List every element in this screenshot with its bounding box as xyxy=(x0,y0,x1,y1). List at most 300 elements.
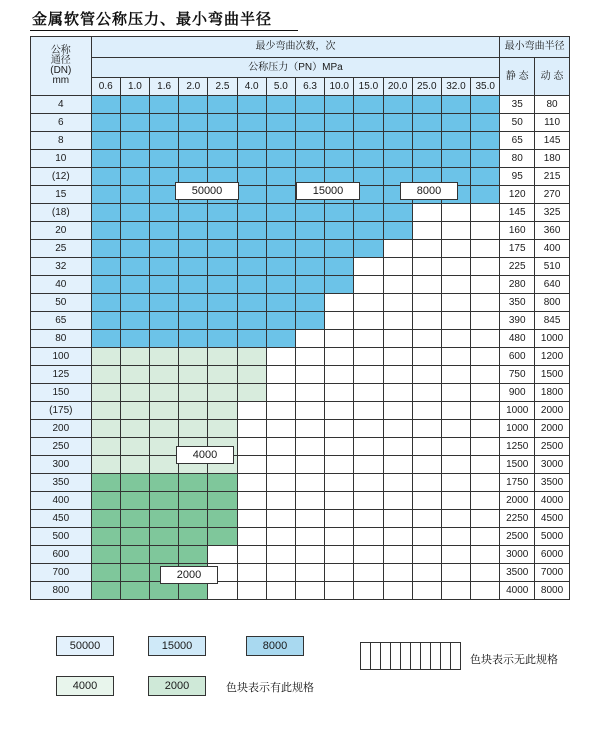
cell-r15-c10 xyxy=(383,366,412,384)
legend-box-50000: 50000 xyxy=(56,636,114,656)
cell-r9-c0 xyxy=(91,258,120,276)
cell-r1-c10 xyxy=(383,114,412,132)
radius-static-value: 95 xyxy=(500,168,535,186)
cell-r4-c0 xyxy=(91,168,120,186)
cell-r19-c1 xyxy=(120,438,149,456)
cell-r7-c10 xyxy=(383,222,412,240)
cell-r11-c5 xyxy=(237,294,266,312)
cell-r1-c12 xyxy=(441,114,470,132)
cell-r27-c4 xyxy=(208,582,237,600)
cell-r12-c0 xyxy=(91,312,120,330)
cell-r17-c1 xyxy=(120,402,149,420)
pn-value-9: 15.0 xyxy=(354,78,383,96)
callout-15000: 15000 xyxy=(296,182,360,200)
cell-r6-c1 xyxy=(120,204,149,222)
cell-r20-c7 xyxy=(295,456,324,474)
pn-value-6: 5.0 xyxy=(266,78,295,96)
cell-r1-c5 xyxy=(237,114,266,132)
cell-r18-c1 xyxy=(120,420,149,438)
cell-r6-c4 xyxy=(208,204,237,222)
cell-r11-c13 xyxy=(471,294,500,312)
cell-r5-c5 xyxy=(237,186,266,204)
cell-r10-c6 xyxy=(266,276,295,294)
cell-r26-c0 xyxy=(91,564,120,582)
pn-value-10: 20.0 xyxy=(383,78,412,96)
table-row xyxy=(31,510,570,528)
cell-r10-c8 xyxy=(325,276,354,294)
cell-r7-c3 xyxy=(179,222,208,240)
cell-r9-c10 xyxy=(383,258,412,276)
radius-dynamic-value: 325 xyxy=(535,204,570,222)
cell-r8-c7 xyxy=(295,240,324,258)
radius-dynamic-value: 180 xyxy=(535,150,570,168)
cell-r15-c3 xyxy=(179,366,208,384)
cell-r8-c5 xyxy=(237,240,266,258)
cell-r12-c6 xyxy=(266,312,295,330)
dn-value: 700 xyxy=(31,564,92,582)
cell-r7-c2 xyxy=(150,222,179,240)
cell-r24-c9 xyxy=(354,528,383,546)
pn-value-4: 2.5 xyxy=(208,78,237,96)
cell-r7-c6 xyxy=(266,222,295,240)
cell-r19-c9 xyxy=(354,438,383,456)
cell-r22-c5 xyxy=(237,492,266,510)
radius-static-value: 3500 xyxy=(500,564,535,582)
cell-r12-c3 xyxy=(179,312,208,330)
swatch-cell xyxy=(391,643,401,670)
table-header-row-3 xyxy=(31,78,570,96)
cell-r17-c3 xyxy=(179,402,208,420)
pn-value-11: 25.0 xyxy=(412,78,441,96)
legend-note-white: 色块表示无此规格 xyxy=(470,654,558,666)
cell-r19-c8 xyxy=(325,438,354,456)
cell-r12-c12 xyxy=(441,312,470,330)
cell-r24-c1 xyxy=(120,528,149,546)
cell-r20-c10 xyxy=(383,456,412,474)
cell-r26-c5 xyxy=(237,564,266,582)
cell-r6-c2 xyxy=(150,204,179,222)
cell-r3-c7 xyxy=(295,150,324,168)
cell-r24-c3 xyxy=(179,528,208,546)
cell-r15-c0 xyxy=(91,366,120,384)
cell-r13-c5 xyxy=(237,330,266,348)
cell-r18-c0 xyxy=(91,420,120,438)
cell-r10-c7 xyxy=(295,276,324,294)
cell-r18-c2 xyxy=(150,420,179,438)
cell-r0-c4 xyxy=(208,96,237,114)
cell-r17-c12 xyxy=(441,402,470,420)
cell-r18-c11 xyxy=(412,420,441,438)
cell-r16-c1 xyxy=(120,384,149,402)
cell-r0-c3 xyxy=(179,96,208,114)
cell-r23-c10 xyxy=(383,510,412,528)
cell-r19-c7 xyxy=(295,438,324,456)
cell-r17-c2 xyxy=(150,402,179,420)
table-row xyxy=(31,276,570,294)
cell-r24-c13 xyxy=(471,528,500,546)
cell-r27-c0 xyxy=(91,582,120,600)
cell-r17-c4 xyxy=(208,402,237,420)
cell-r21-c0 xyxy=(91,474,120,492)
cell-r15-c4 xyxy=(208,366,237,384)
cell-r18-c6 xyxy=(266,420,295,438)
cell-r1-c2 xyxy=(150,114,179,132)
cell-r14-c8 xyxy=(325,348,354,366)
cell-r25-c2 xyxy=(150,546,179,564)
pn-value-5: 4.0 xyxy=(237,78,266,96)
radius-dynamic-header: 动 态 xyxy=(535,58,570,96)
callout-2000: 2000 xyxy=(160,566,218,584)
cell-r10-c5 xyxy=(237,276,266,294)
dn-value: 150 xyxy=(31,384,92,402)
radius-dynamic-value: 4000 xyxy=(535,492,570,510)
cell-r22-c10 xyxy=(383,492,412,510)
cell-r27-c1 xyxy=(120,582,149,600)
cell-r7-c11 xyxy=(412,222,441,240)
cell-r12-c8 xyxy=(325,312,354,330)
cell-r25-c1 xyxy=(120,546,149,564)
radius-static-value: 750 xyxy=(500,366,535,384)
cell-r15-c8 xyxy=(325,366,354,384)
pn-value-7: 6.3 xyxy=(295,78,324,96)
cell-r7-c9 xyxy=(354,222,383,240)
radius-dynamic-value: 270 xyxy=(535,186,570,204)
cell-r11-c9 xyxy=(354,294,383,312)
cell-r10-c10 xyxy=(383,276,412,294)
cell-r7-c1 xyxy=(120,222,149,240)
cell-r0-c6 xyxy=(266,96,295,114)
radius-static-value: 2000 xyxy=(500,492,535,510)
radius-static-value: 390 xyxy=(500,312,535,330)
cell-r25-c9 xyxy=(354,546,383,564)
cell-r24-c10 xyxy=(383,528,412,546)
radius-static-value: 2250 xyxy=(500,510,535,528)
spec-table xyxy=(30,36,570,600)
cell-r22-c4 xyxy=(208,492,237,510)
cell-r26-c10 xyxy=(383,564,412,582)
cell-r21-c7 xyxy=(295,474,324,492)
cell-r0-c10 xyxy=(383,96,412,114)
cell-r15-c6 xyxy=(266,366,295,384)
radius-static-header: 静 态 xyxy=(500,58,535,96)
cell-r10-c2 xyxy=(150,276,179,294)
cell-r14-c0 xyxy=(91,348,120,366)
cell-r9-c4 xyxy=(208,258,237,276)
cell-r26-c1 xyxy=(120,564,149,582)
cell-r11-c6 xyxy=(266,294,295,312)
cell-r22-c8 xyxy=(325,492,354,510)
cell-r27-c7 xyxy=(295,582,324,600)
dn-value: (12) xyxy=(31,168,92,186)
cell-r25-c8 xyxy=(325,546,354,564)
pn-value-8: 10.0 xyxy=(325,78,354,96)
cell-r13-c11 xyxy=(412,330,441,348)
cell-r25-c4 xyxy=(208,546,237,564)
radius-static-value: 3000 xyxy=(500,546,535,564)
cell-r11-c11 xyxy=(412,294,441,312)
cell-r8-c8 xyxy=(325,240,354,258)
cell-r14-c2 xyxy=(150,348,179,366)
cell-r3-c9 xyxy=(354,150,383,168)
cell-r10-c12 xyxy=(441,276,470,294)
cell-r19-c6 xyxy=(266,438,295,456)
cell-r23-c4 xyxy=(208,510,237,528)
cell-r23-c3 xyxy=(179,510,208,528)
cell-r23-c13 xyxy=(471,510,500,528)
table-row xyxy=(31,474,570,492)
cell-r3-c3 xyxy=(179,150,208,168)
pn-value-13: 35.0 xyxy=(471,78,500,96)
spec-table-wrap xyxy=(30,36,570,600)
cell-r18-c4 xyxy=(208,420,237,438)
cell-r27-c9 xyxy=(354,582,383,600)
cell-r18-c9 xyxy=(354,420,383,438)
cell-r19-c10 xyxy=(383,438,412,456)
radius-dynamic-value: 1000 xyxy=(535,330,570,348)
cell-r6-c6 xyxy=(266,204,295,222)
cell-r24-c7 xyxy=(295,528,324,546)
cell-r8-c2 xyxy=(150,240,179,258)
cell-r12-c2 xyxy=(150,312,179,330)
cell-r19-c5 xyxy=(237,438,266,456)
cell-r27-c8 xyxy=(325,582,354,600)
dn-header-line-1: 通径 xyxy=(50,55,71,66)
cell-r6-c0 xyxy=(91,204,120,222)
cell-r0-c9 xyxy=(354,96,383,114)
cell-r1-c6 xyxy=(266,114,295,132)
cell-r17-c9 xyxy=(354,402,383,420)
dn-value: 100 xyxy=(31,348,92,366)
cell-r4-c1 xyxy=(120,168,149,186)
radius-header: 最小弯曲半径 xyxy=(500,37,570,58)
cell-r13-c6 xyxy=(266,330,295,348)
cell-r14-c12 xyxy=(441,348,470,366)
radius-dynamic-value: 8000 xyxy=(535,582,570,600)
legend-box-2000: 2000 xyxy=(148,676,206,696)
cell-r26-c9 xyxy=(354,564,383,582)
cell-r20-c11 xyxy=(412,456,441,474)
radius-dynamic-value: 3500 xyxy=(535,474,570,492)
cell-r19-c11 xyxy=(412,438,441,456)
cell-r3-c6 xyxy=(266,150,295,168)
cell-r27-c3 xyxy=(179,582,208,600)
cell-r25-c3 xyxy=(179,546,208,564)
cell-r12-c7 xyxy=(295,312,324,330)
cell-r25-c13 xyxy=(471,546,500,564)
table-row xyxy=(31,492,570,510)
table-row xyxy=(31,366,570,384)
cell-r21-c10 xyxy=(383,474,412,492)
cell-r23-c8 xyxy=(325,510,354,528)
cell-r9-c9 xyxy=(354,258,383,276)
cell-r13-c2 xyxy=(150,330,179,348)
cell-r11-c3 xyxy=(179,294,208,312)
cell-r22-c7 xyxy=(295,492,324,510)
cell-r12-c13 xyxy=(471,312,500,330)
table-row xyxy=(31,402,570,420)
radius-dynamic-value: 845 xyxy=(535,312,570,330)
cell-r20-c0 xyxy=(91,456,120,474)
dn-header-cell xyxy=(31,37,92,96)
cell-r7-c13 xyxy=(471,222,500,240)
cell-r4-c5 xyxy=(237,168,266,186)
cell-r23-c5 xyxy=(237,510,266,528)
cell-r16-c10 xyxy=(383,384,412,402)
cell-r5-c13 xyxy=(471,186,500,204)
cell-r17-c13 xyxy=(471,402,500,420)
cell-r21-c5 xyxy=(237,474,266,492)
cell-r25-c11 xyxy=(412,546,441,564)
cell-r15-c9 xyxy=(354,366,383,384)
cell-r27-c2 xyxy=(150,582,179,600)
radius-dynamic-value: 110 xyxy=(535,114,570,132)
dn-value: 4 xyxy=(31,96,92,114)
cell-r4-c6 xyxy=(266,168,295,186)
cell-r0-c11 xyxy=(412,96,441,114)
cell-r9-c3 xyxy=(179,258,208,276)
table-row xyxy=(31,330,570,348)
table-row xyxy=(31,312,570,330)
cell-r15-c2 xyxy=(150,366,179,384)
cell-r8-c1 xyxy=(120,240,149,258)
cell-r3-c8 xyxy=(325,150,354,168)
cell-r20-c8 xyxy=(325,456,354,474)
cell-r0-c8 xyxy=(325,96,354,114)
radius-dynamic-value: 3000 xyxy=(535,456,570,474)
cell-r22-c13 xyxy=(471,492,500,510)
radius-dynamic-value: 215 xyxy=(535,168,570,186)
cell-r25-c10 xyxy=(383,546,412,564)
pn-header: 公称压力（PN）MPa xyxy=(91,58,500,78)
swatch-cell xyxy=(451,643,461,670)
cell-r1-c9 xyxy=(354,114,383,132)
cell-r8-c0 xyxy=(91,240,120,258)
callout-50000: 50000 xyxy=(175,182,239,200)
cell-r21-c2 xyxy=(150,474,179,492)
dn-value: 300 xyxy=(31,456,92,474)
cell-r9-c12 xyxy=(441,258,470,276)
cell-r16-c11 xyxy=(412,384,441,402)
cell-r14-c13 xyxy=(471,348,500,366)
cell-r13-c10 xyxy=(383,330,412,348)
cell-r9-c1 xyxy=(120,258,149,276)
cell-r20-c9 xyxy=(354,456,383,474)
cell-r17-c10 xyxy=(383,402,412,420)
cell-r18-c12 xyxy=(441,420,470,438)
cell-r2-c8 xyxy=(325,132,354,150)
radius-dynamic-value: 7000 xyxy=(535,564,570,582)
cell-r2-c9 xyxy=(354,132,383,150)
cell-r7-c12 xyxy=(441,222,470,240)
cell-r26-c8 xyxy=(325,564,354,582)
cell-r23-c2 xyxy=(150,510,179,528)
cell-r9-c7 xyxy=(295,258,324,276)
cell-r13-c13 xyxy=(471,330,500,348)
cell-r11-c12 xyxy=(441,294,470,312)
radius-static-value: 160 xyxy=(500,222,535,240)
legend-note-color: 色块表示有此规格 xyxy=(226,682,314,694)
legend-box-15000: 15000 xyxy=(148,636,206,656)
cell-r2-c11 xyxy=(412,132,441,150)
cell-r16-c2 xyxy=(150,384,179,402)
cell-r13-c1 xyxy=(120,330,149,348)
radius-dynamic-value: 1800 xyxy=(535,384,570,402)
cell-r18-c5 xyxy=(237,420,266,438)
table-row xyxy=(31,420,570,438)
pn-value-12: 32.0 xyxy=(441,78,470,96)
table-row xyxy=(31,564,570,582)
dn-value: (18) xyxy=(31,204,92,222)
cell-r13-c7 xyxy=(295,330,324,348)
cell-r13-c12 xyxy=(441,330,470,348)
cell-r0-c12 xyxy=(441,96,470,114)
radius-static-value: 480 xyxy=(500,330,535,348)
cell-r7-c4 xyxy=(208,222,237,240)
cell-r21-c13 xyxy=(471,474,500,492)
dn-value: 800 xyxy=(31,582,92,600)
callout-4000: 4000 xyxy=(176,446,234,464)
cell-r23-c0 xyxy=(91,510,120,528)
cell-r12-c11 xyxy=(412,312,441,330)
cell-r13-c8 xyxy=(325,330,354,348)
table-row xyxy=(31,384,570,402)
cell-r6-c13 xyxy=(471,204,500,222)
cell-r0-c0 xyxy=(91,96,120,114)
dn-value: 450 xyxy=(31,510,92,528)
radius-static-value: 35 xyxy=(500,96,535,114)
page-title: 金属软管公称压力、最小弯曲半径 xyxy=(32,12,273,28)
table-row xyxy=(31,528,570,546)
swatch-cell xyxy=(381,643,391,670)
cell-r2-c12 xyxy=(441,132,470,150)
cell-r8-c13 xyxy=(471,240,500,258)
cell-r9-c5 xyxy=(237,258,266,276)
cell-r6-c10 xyxy=(383,204,412,222)
swatch-cell xyxy=(361,643,371,670)
cell-r21-c4 xyxy=(208,474,237,492)
cell-r22-c9 xyxy=(354,492,383,510)
cell-r21-c8 xyxy=(325,474,354,492)
cell-r18-c13 xyxy=(471,420,500,438)
swatch-cell xyxy=(411,643,421,670)
dn-value: 600 xyxy=(31,546,92,564)
cell-r8-c4 xyxy=(208,240,237,258)
pn-value-3: 2.0 xyxy=(179,78,208,96)
cell-r1-c4 xyxy=(208,114,237,132)
cell-r10-c9 xyxy=(354,276,383,294)
table-header-row-1 xyxy=(31,37,570,58)
swatch-cell xyxy=(401,643,411,670)
radius-static-value: 350 xyxy=(500,294,535,312)
cell-r9-c6 xyxy=(266,258,295,276)
cell-r16-c0 xyxy=(91,384,120,402)
cell-r1-c7 xyxy=(295,114,324,132)
cell-r24-c12 xyxy=(441,528,470,546)
cell-r2-c1 xyxy=(120,132,149,150)
legend xyxy=(30,634,570,724)
dn-value: 250 xyxy=(31,438,92,456)
table-header-row-2 xyxy=(31,58,570,78)
cell-r22-c6 xyxy=(266,492,295,510)
cell-r17-c7 xyxy=(295,402,324,420)
dn-header-line-0: 公称 xyxy=(50,45,71,56)
radius-static-value: 1000 xyxy=(500,402,535,420)
cell-r5-c1 xyxy=(120,186,149,204)
cell-r22-c11 xyxy=(412,492,441,510)
dn-value: 8 xyxy=(31,132,92,150)
cell-r25-c7 xyxy=(295,546,324,564)
radius-static-value: 1750 xyxy=(500,474,535,492)
